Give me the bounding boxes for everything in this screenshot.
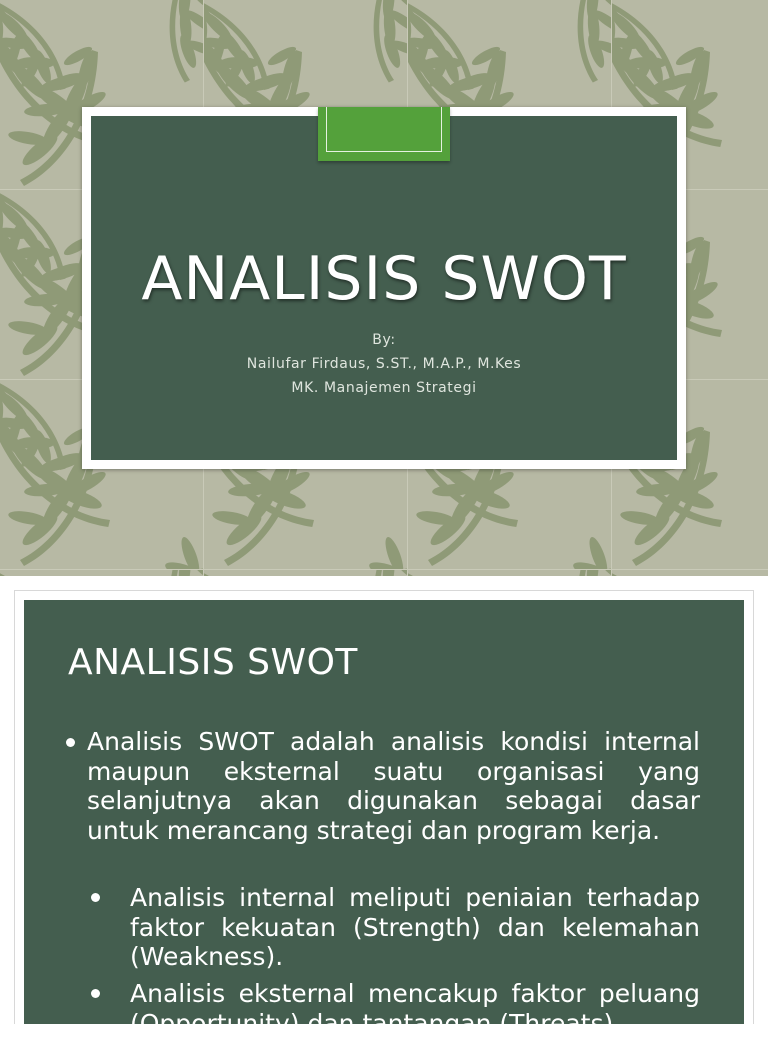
slide-title: ANALISIS SWOT <box>141 244 627 314</box>
author-name: Nailufar Firdaus, S.ST., M.A.P., M.Kes <box>246 356 522 372</box>
bullet-text-external: Analisis eksternal mencakup faktor peluang (Opportunity) dan tantangan (Threats). <box>130 979 700 1038</box>
tab-border-decoration <box>326 107 442 152</box>
course-name: MK. Manajemen Strategi <box>291 380 477 396</box>
green-tab-decoration <box>318 107 450 161</box>
bullet-icon <box>66 738 75 747</box>
bullet-text-definition: Analisis SWOT adalah analisis kondisi internal maupun eksternal suatu organisasi yang selanjutnya akan digunakan sebagai dasar untuk merancang strategi dan program kerja. <box>87 727 700 845</box>
sub-bullet-icon <box>91 893 100 902</box>
by-label: By: <box>372 332 396 348</box>
content-slide-title: ANALISIS SWOT <box>68 642 358 683</box>
sub-bullet-icon <box>91 989 100 998</box>
bullet-text-internal: Analisis internal meliputi peniaian terhadap faktor kekuatan (Strength) dan kelemahan (Weakness). <box>130 883 700 971</box>
